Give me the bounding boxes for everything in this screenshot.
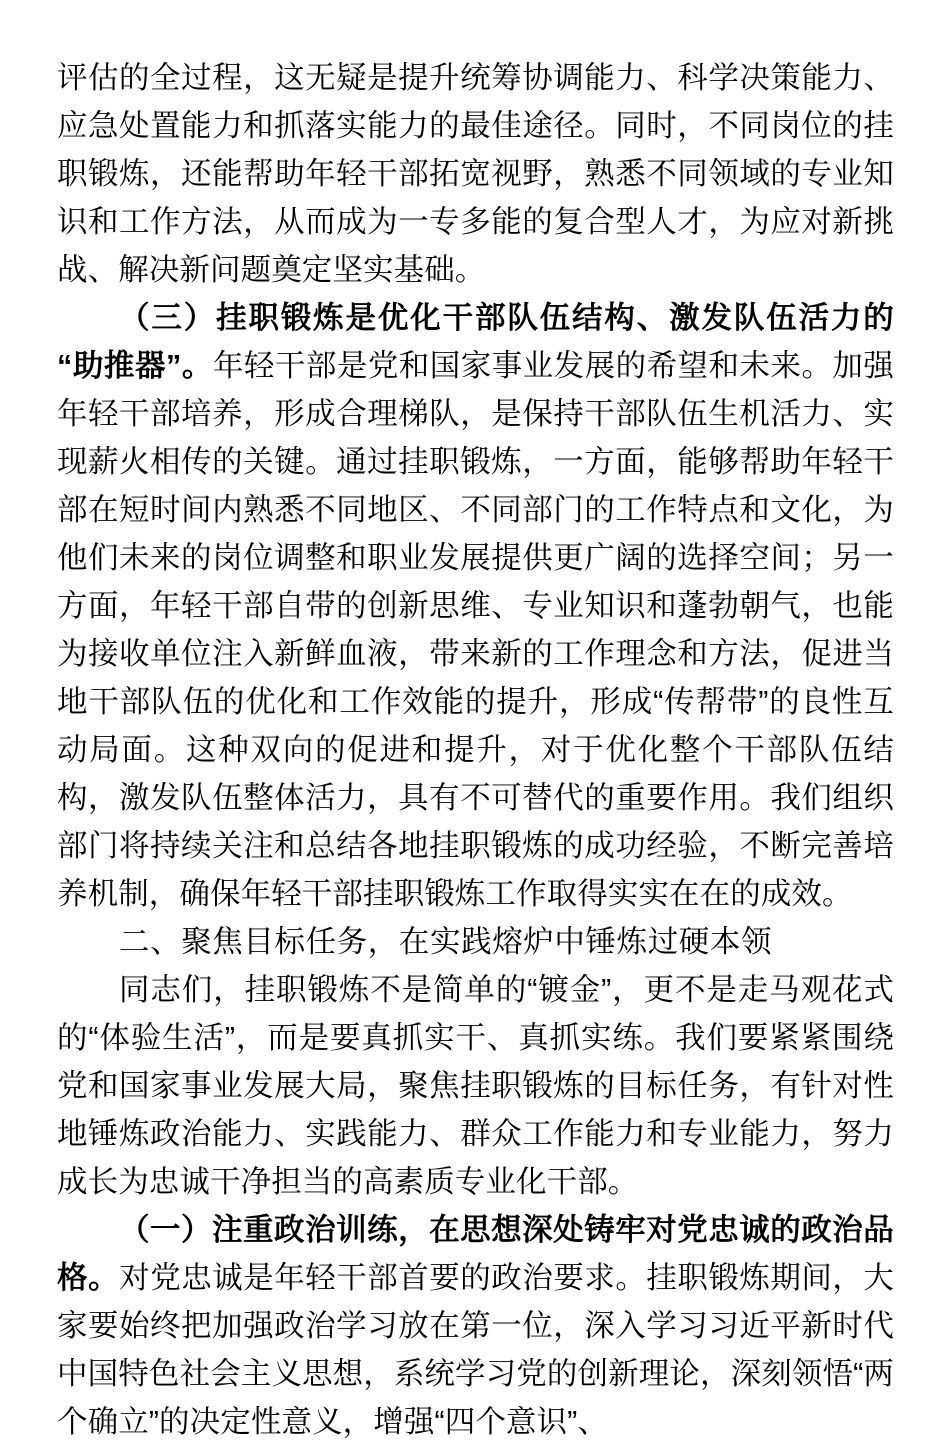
section-heading-two: 二、聚焦目标任务，在实践熔炉中锤炼过硬本领: [119, 925, 773, 959]
document-body: [57, 54, 894, 1446]
paragraph-continued: 评估的全过程，这无疑是提升统筹协调能力、科学决策能力、应急处置能力和抓落实能力的最佳途径。同时，不同岗位的挂职锻炼，还能帮助年轻干部拓宽视野，熟悉不同领域的专业知识和工作方法，从而成为一专多能的复合型人才，为应对新挑战、解决新问题奠定坚实基础。: [57, 61, 894, 287]
paragraph-section-three-text: 年轻干部是党和国家事业发展的希望和未来。加强年轻干部培养，形成合理梯队，是保持干部队伍生机活力、实现薪火相传的关键。通过挂职锻炼，一方面，能够帮助年轻干部在短时间内熟悉不同地区、不同部门的工作特点和文化，为他们未来的岗位调整和职业发展提供更广阔的选择空间；另一方面，年轻干部自带的创新思维、专业知识和蓬勃朝气，也能为接收单位注入新鲜血液，带来新的工作理念和方法，促进当地干部队伍的优化和工作效能的提升，形成“传帮带”的良性互动局面。这种双向的促进和提升，对于优化整个干部队伍结构，激发队伍整体活力，具有不可替代的重要作用。我们组织部门将持续关注和总结各地挂职锻炼的成功经验，不断完善培养机制，确保年轻干部挂职锻炼工作取得实实在在的成效。: [57, 349, 895, 911]
runin-heading-section-three: （三）挂职锻炼是优化干部队伍结构、激发队伍活力的“助推器”。: [57, 301, 894, 383]
paragraph-section-two-one: [57, 1206, 894, 1446]
runin-heading-section-two-one: （一）注重政治训练，在思想深处铸牢对党忠诚的政治品格。: [57, 1213, 894, 1295]
paragraph-section-two-one-text: 对党忠诚是年轻干部首要的政治要求。挂职锻炼期间，大家要始终把加强政治学习放在第一位，深入学习习近平新时代中国特色社会主义思想，系统学习党的创新理论，深刻领悟“两个确立”的决定性意义，增强“四个意识”、: [57, 1261, 894, 1439]
paragraph-section-three: [57, 294, 894, 918]
paragraph-section-two-intro: 同志们，挂职锻炼不是简单的“镀金”，更不是走马观花式的“体验生活”，而是要真抓实干、真抓实练。我们要紧紧围绕党和国家事业发展大局，聚焦挂职锻炼的目标任务，有针对性地锤炼政治能力、实践能力、群众工作能力和专业能力，努力成长为忠诚干净担当的高素质专业化干部。: [57, 973, 894, 1199]
